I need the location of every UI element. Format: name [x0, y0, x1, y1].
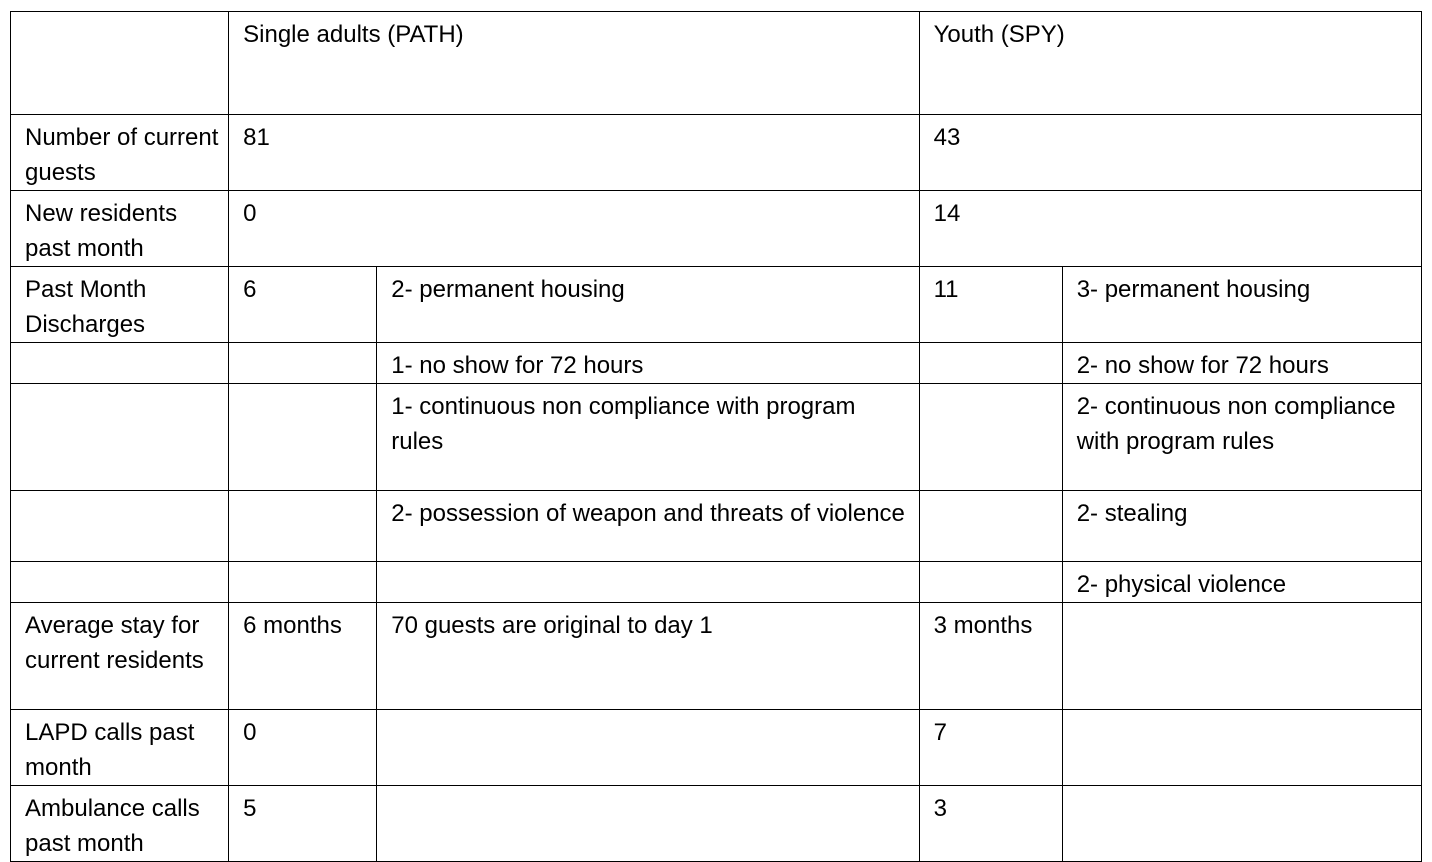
youth-value: 11	[919, 267, 1062, 343]
youth-value: 3	[919, 786, 1062, 862]
single-adults-reason: 2- permanent housing	[377, 267, 919, 343]
single-adults-note: 70 guests are original to day 1	[377, 603, 919, 710]
empty-cell	[919, 384, 1062, 491]
header-corner-cell	[11, 12, 229, 115]
single-adults-reason	[377, 562, 919, 603]
empty-cell	[11, 562, 229, 603]
single-adults-value: 81	[229, 115, 919, 191]
youth-note	[1062, 710, 1421, 786]
empty-cell	[229, 491, 377, 562]
youth-reason: 2- stealing	[1062, 491, 1421, 562]
empty-cell	[919, 343, 1062, 384]
row-label: Past Month Discharges	[11, 267, 229, 343]
row-ambulance-calls	[11, 786, 1422, 862]
youth-note	[1062, 603, 1421, 710]
row-discharge-reason	[11, 343, 1422, 384]
empty-cell	[919, 491, 1062, 562]
row-discharges	[11, 267, 1422, 343]
youth-value: 7	[919, 710, 1062, 786]
single-adults-reason: 2- possession of weapon and threats of violence	[377, 491, 919, 562]
youth-value: 3 months	[919, 603, 1062, 710]
youth-value: 43	[919, 115, 1421, 191]
youth-reason: 2- no show for 72 hours	[1062, 343, 1421, 384]
row-lapd-calls	[11, 710, 1422, 786]
single-adults-value: 6 months	[229, 603, 377, 710]
empty-cell	[229, 343, 377, 384]
youth-reason: 2- continuous non compliance with program rules	[1062, 384, 1421, 491]
empty-cell	[11, 384, 229, 491]
empty-cell	[919, 562, 1062, 603]
empty-cell	[229, 384, 377, 491]
youth-note	[1062, 786, 1421, 862]
header-single-adults: Single adults (PATH)	[229, 12, 919, 115]
single-adults-note	[377, 710, 919, 786]
single-adults-reason: 1- continuous non compliance with program rules	[377, 384, 919, 491]
row-current-guests	[11, 115, 1422, 191]
single-adults-value: 6	[229, 267, 377, 343]
row-label: Number of current guests	[11, 115, 229, 191]
row-label: Ambulance calls past month	[11, 786, 229, 862]
row-discharge-reason	[11, 491, 1422, 562]
youth-value: 14	[919, 191, 1421, 267]
youth-reason: 3- permanent housing	[1062, 267, 1421, 343]
empty-cell	[229, 562, 377, 603]
row-average-stay	[11, 603, 1422, 710]
row-discharge-reason	[11, 384, 1422, 491]
empty-cell	[11, 343, 229, 384]
single-adults-value: 0	[229, 191, 919, 267]
row-label: LAPD calls past month	[11, 710, 229, 786]
row-new-residents	[11, 191, 1422, 267]
row-label: New residents past month	[11, 191, 229, 267]
single-adults-note	[377, 786, 919, 862]
row-label: Average stay for current residents	[11, 603, 229, 710]
discharge-report-table	[10, 11, 1422, 862]
header-row	[11, 12, 1422, 115]
row-discharge-reason	[11, 562, 1422, 603]
empty-cell	[11, 491, 229, 562]
youth-reason: 2- physical violence	[1062, 562, 1421, 603]
header-youth: Youth (SPY)	[919, 12, 1421, 115]
single-adults-value: 0	[229, 710, 377, 786]
single-adults-reason: 1- no show for 72 hours	[377, 343, 919, 384]
single-adults-value: 5	[229, 786, 377, 862]
